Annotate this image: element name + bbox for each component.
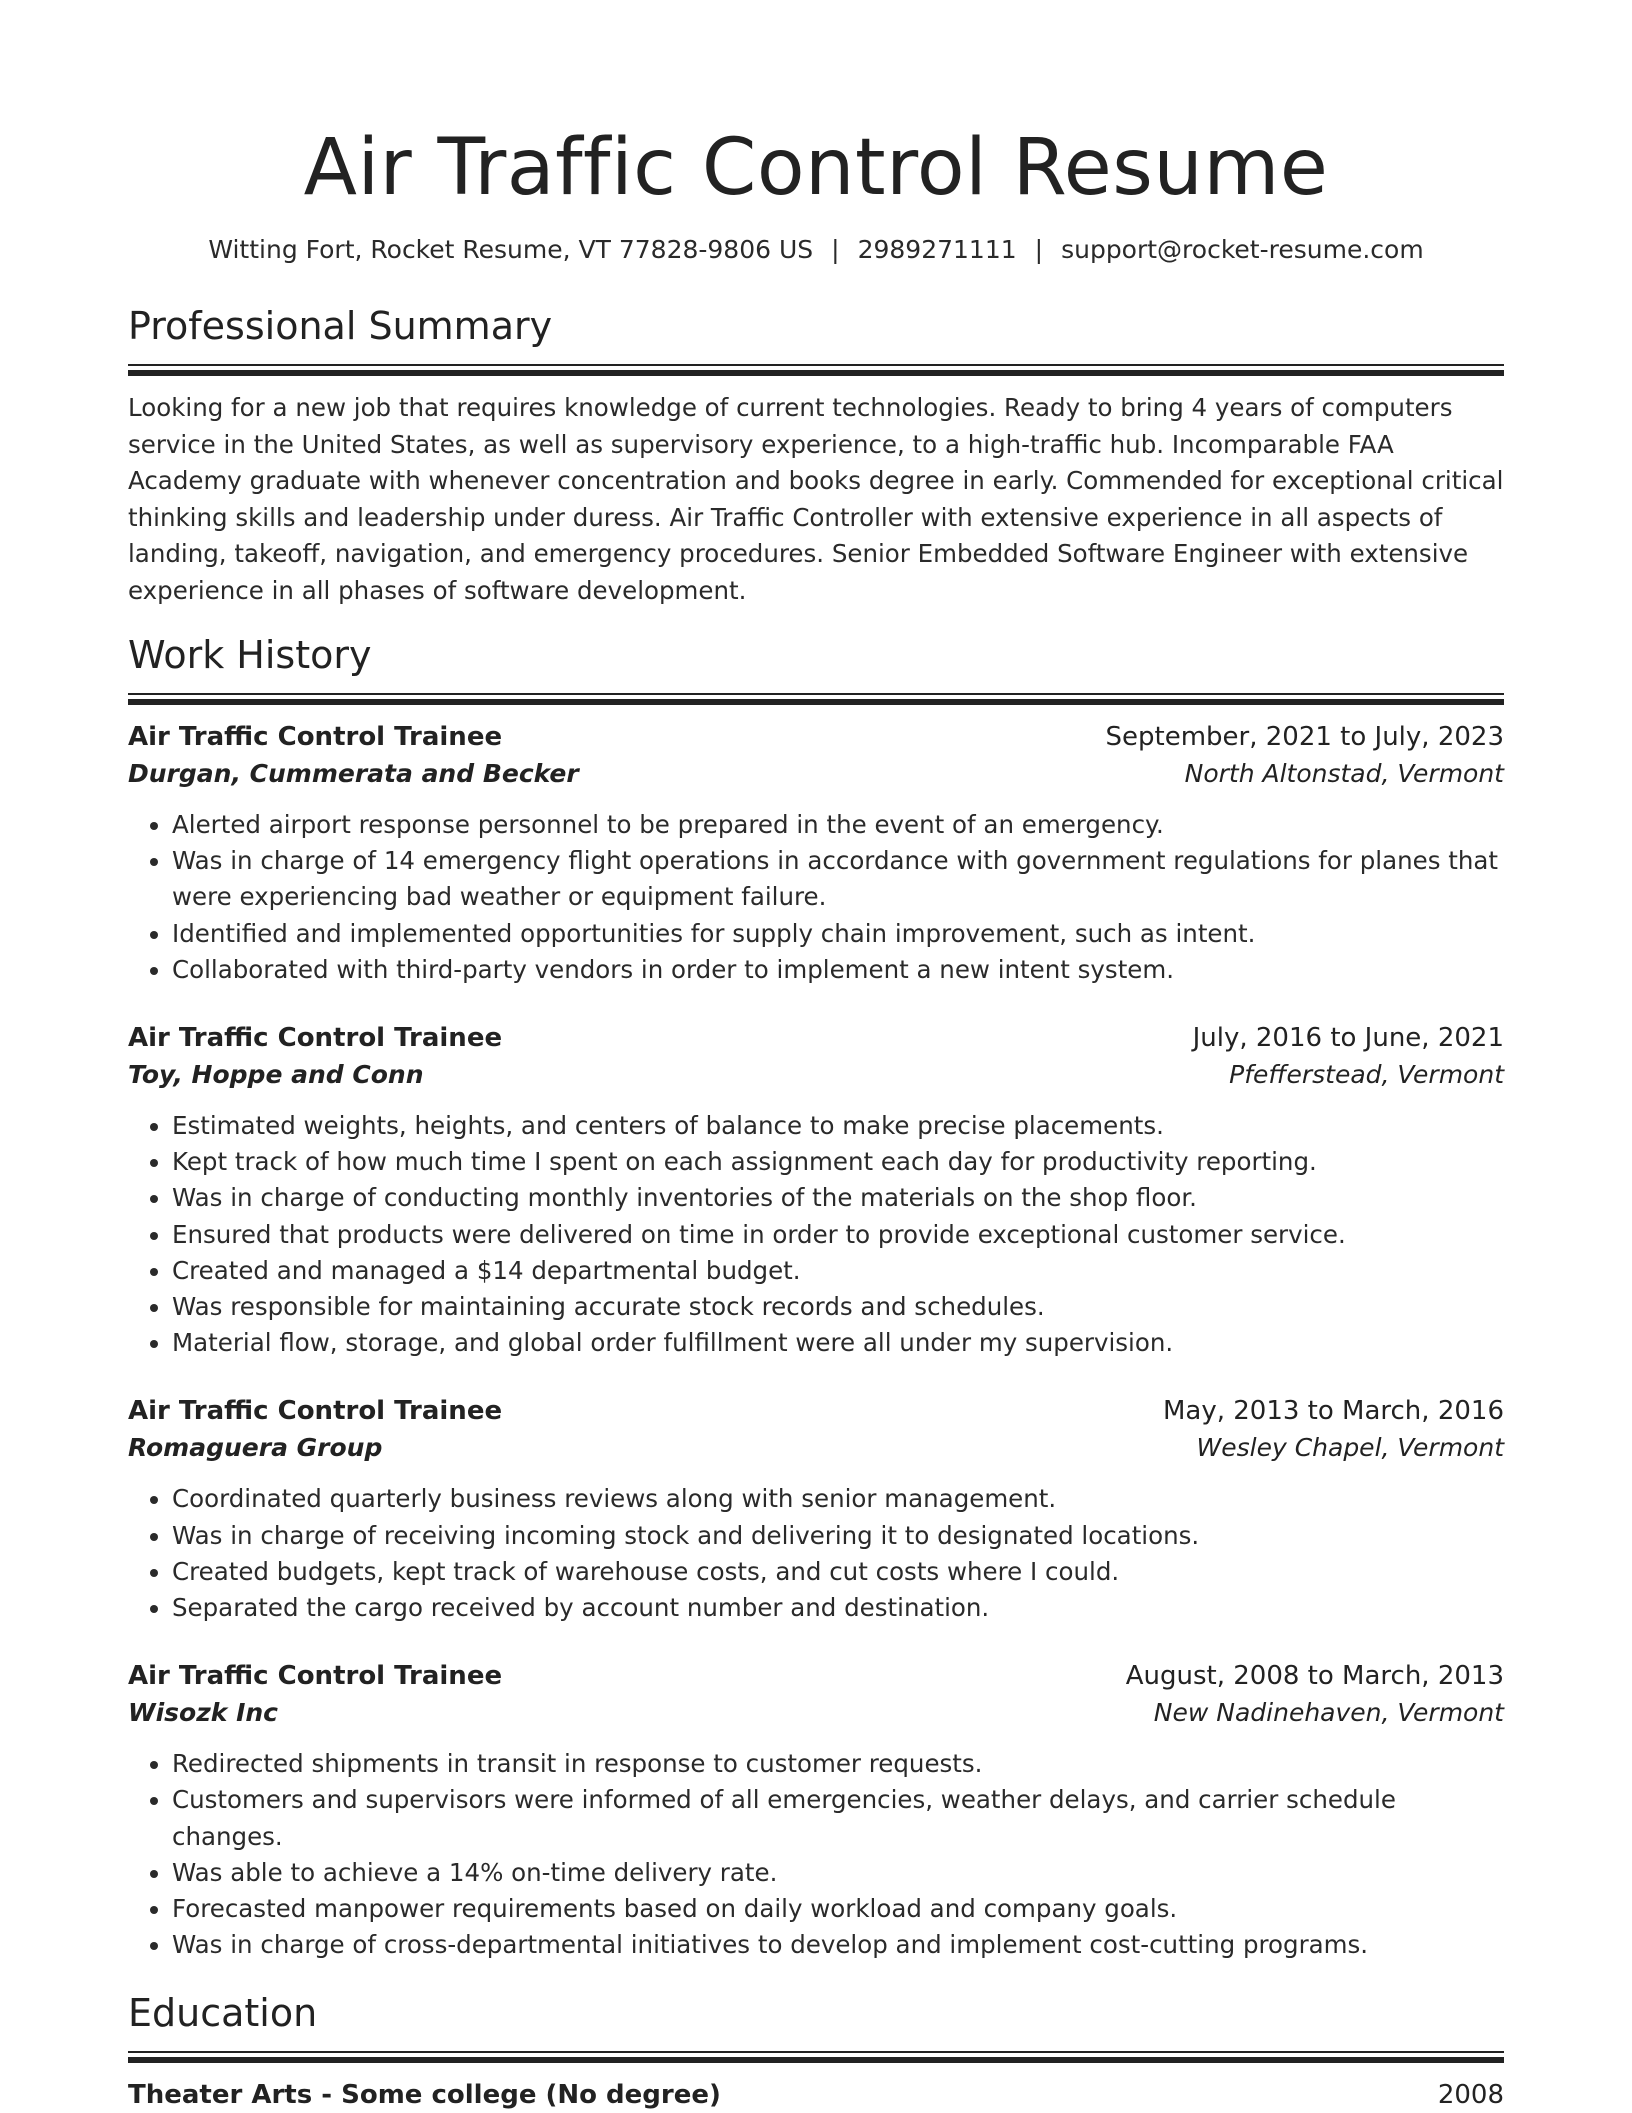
job-bullet: • Material flow, storage, and global order fulfillment were all under my supervision. — [172, 1325, 1504, 1361]
job-dates: August, 2008 to March, 2013 — [1125, 1661, 1504, 1692]
contact-line — [128, 234, 1504, 266]
section-heading-work: Work History — [128, 633, 372, 677]
phone: 2989271111 — [857, 235, 1017, 264]
job-bullets — [128, 807, 1504, 988]
job-location: Wesley Chapel, Vermont — [1196, 1433, 1504, 1463]
section-heading-summary: Professional Summary — [128, 304, 553, 348]
section-divider — [128, 364, 1504, 376]
job-title: Air Traffic Control Trainee — [128, 1396, 503, 1427]
contact-separator: | — [1034, 235, 1044, 264]
job-dates: May, 2013 to March, 2016 — [1162, 1396, 1504, 1427]
job-location: Pfefferstead, Vermont — [1229, 1060, 1504, 1090]
job-entry — [128, 719, 1504, 988]
graduation-year: 2008 — [1437, 2080, 1504, 2111]
job-dates: September, 2021 to July, 2023 — [1105, 722, 1504, 752]
email: support@rocket-resume.com — [1061, 235, 1424, 264]
job-bullet: • Redirected shipments in transit in response to customer requests. — [172, 1746, 1504, 1782]
summary-text: Looking for a new job that requires knowledge of current technologies. Ready to bring 4 years of computers service in the United States, as well as supervisory experience, to a high-traffic hub. Incomparable FAA Academy graduate with whenever concentration and books degree in early. Commended for exceptional critical thinking skills and leadership under duress. Air Traffic Controller with extensive experience in all aspects of landing, takeoff, navigation, and emergency procedures. Senior Embedded Software Engineer with extensive experience in all phases of software development. — [128, 393, 1504, 605]
job-title: Air Traffic Control Trainee — [128, 722, 503, 752]
job-bullet: • Forecasted manpower requirements based on daily workload and company goals. — [172, 1891, 1504, 1927]
job-bullet: • Was responsible for maintaining accurate stock records and schedules. — [172, 1289, 1504, 1325]
job-bullet: • Alerted airport response personnel to be prepared in the event of an emergency. — [172, 807, 1504, 843]
job-bullet: • Identified and implemented opportunities for supply chain improvement, such as intent. — [172, 916, 1504, 952]
job-entry — [128, 1658, 1504, 1963]
education-section — [128, 1989, 1504, 2113]
section-divider — [128, 693, 1504, 705]
degree-name: Theater Arts - Some college (No degree) — [128, 2080, 721, 2111]
address: Witting Fort, Rocket Resume, VT 77828-9806 US — [208, 235, 814, 264]
job-bullet: • Was able to achieve a 14% on-time delivery rate. — [172, 1855, 1504, 1891]
section-heading-education: Education — [128, 1991, 318, 2036]
job-entry — [128, 1393, 1504, 1626]
job-title: Air Traffic Control Trainee — [128, 1661, 503, 1692]
company-name: Wisozk Inc — [128, 1698, 278, 1728]
job-bullet: • Was in charge of receiving incoming stock and delivering it to designated locations. — [172, 1518, 1504, 1554]
section-divider — [128, 2051, 1504, 2063]
resume-title: Air Traffic Control Resume — [303, 123, 1329, 213]
job-bullet: • Was in charge of 14 emergency flight operations in accordance with government regulations for planes that were experiencing bad weather or equipment failure. — [172, 843, 1504, 915]
job-bullet: • Created budgets, kept track of warehouse costs, and cut costs where I could. — [172, 1554, 1504, 1590]
contact-separator: | — [831, 235, 840, 264]
job-bullet: • Was in charge of conducting monthly inventories of the materials on the shop floor. — [172, 1180, 1504, 1216]
job-location: North Altonstad, Vermont — [1184, 759, 1504, 788]
job-bullet: • Ensured that products were delivered on time in order to provide exceptional customer service. — [172, 1217, 1504, 1253]
job-bullet: • Created and managed a $14 departmental budget. — [172, 1253, 1504, 1289]
job-bullets — [128, 1108, 1504, 1361]
education-entry — [128, 2077, 1504, 2113]
job-bullet: • Kept track of how much time I spent on each assignment each day for productivity reporting. — [172, 1144, 1504, 1180]
job-bullet: • Estimated weights, heights, and centers of balance to make precise placements. — [172, 1108, 1504, 1144]
job-bullet: • Coordinated quarterly business reviews along with senior management. — [172, 1481, 1504, 1517]
work-history-section — [128, 631, 1504, 1963]
job-location: New Nadinehaven, Vermont — [1153, 1698, 1504, 1728]
job-bullet: • Was in charge of cross-departmental initiatives to develop and implement cost-cutting programs. — [172, 1927, 1504, 1963]
company-name: Toy, Hoppe and Conn — [128, 1060, 424, 1090]
job-bullet: • Separated the cargo received by account number and destination. — [172, 1590, 1504, 1626]
job-bullet: • Collaborated with third-party vendors in order to implement a new intent system. — [172, 952, 1504, 988]
job-entry — [128, 1020, 1504, 1361]
company-name: Romaguera Group — [128, 1433, 383, 1463]
job-bullet: • Customers and supervisors were informed of all emergencies, weather delays, and carrier schedule changes. — [172, 1782, 1504, 1854]
job-title: Air Traffic Control Trainee — [128, 1023, 503, 1054]
company-name: Durgan, Cummerata and Becker — [128, 759, 579, 788]
professional-summary-section — [128, 302, 1504, 609]
job-bullets — [128, 1746, 1504, 1963]
job-bullets — [128, 1481, 1504, 1626]
job-dates: July, 2016 to June, 2021 — [1192, 1023, 1504, 1054]
